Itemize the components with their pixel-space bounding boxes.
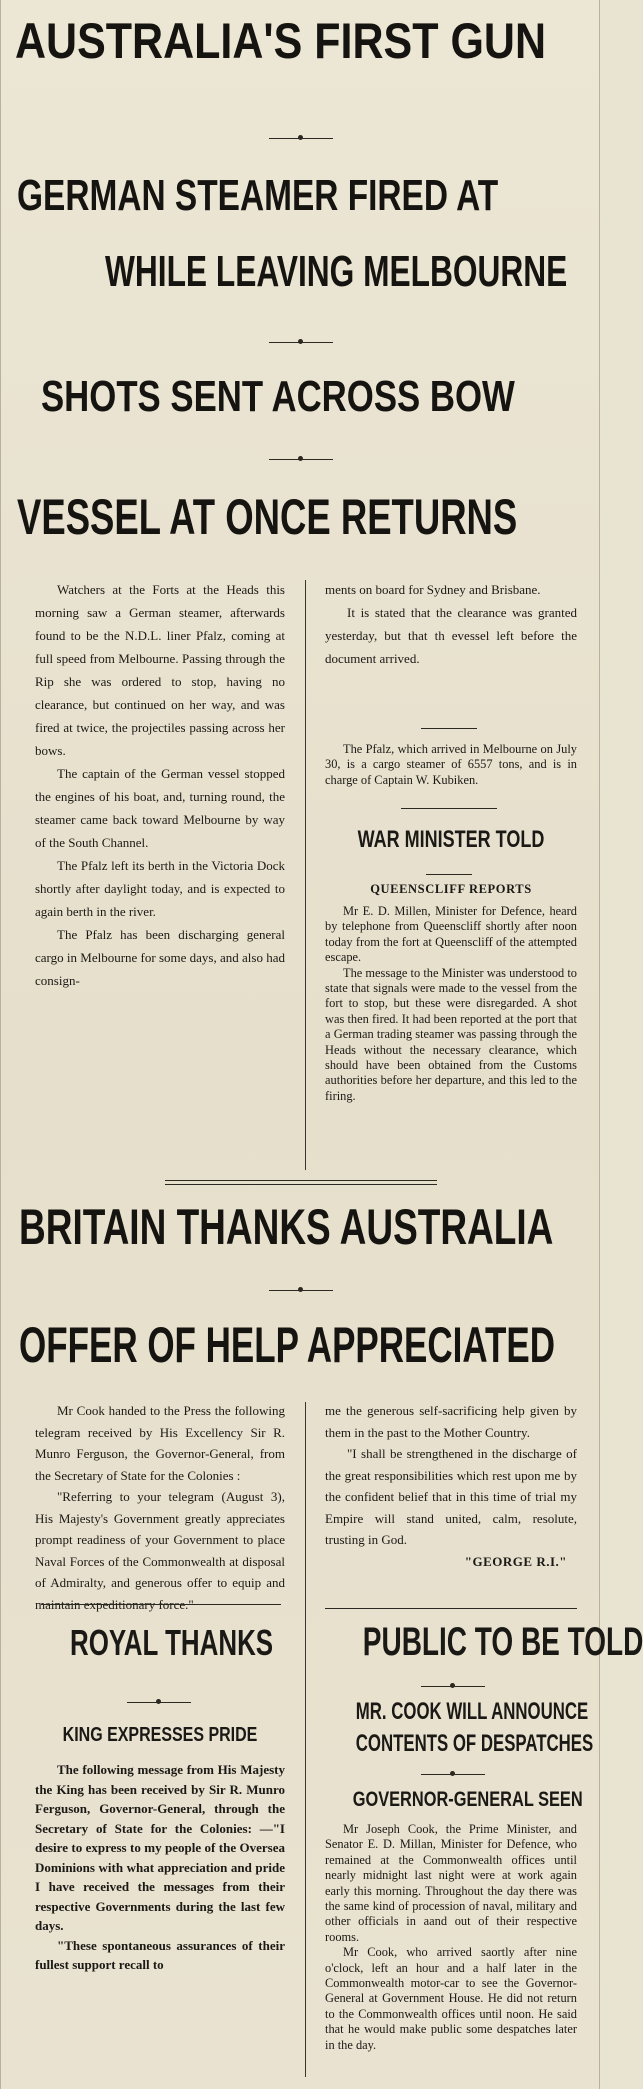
headline-public-to-be-told: PUBLIC TO BE TOLD xyxy=(362,1620,643,1664)
paragraph: The message to the Minister was understood to state that signals were made to the vessel from the fort to stop, but these were disregarded. A shot was then fired. It had been reported at the port that a German trading steamer was passing through the Heads without the necessary clearance, which should have been obtained from the Customs authorities before her departure, and this led to the firing. xyxy=(325,965,577,1103)
paragraph: Mr E. D. Millen, Minister for Defence, heard by telephone from Queenscliff shortly after noon today from the fort at Queenscliff of the attempted escape. xyxy=(325,904,577,965)
article2-left-column xyxy=(35,1400,285,1615)
paragraph: me the generous self-sacrificing help given by them in the past to the Mother Country. xyxy=(325,1403,577,1440)
paragraph: Mr Cook handed to the Press the following telegram received by His Excellency Sir R. Munro Ferguson, the Governor-General, from the Secretary of State for the Colonies : xyxy=(35,1403,285,1483)
war-minister-body xyxy=(325,904,577,1104)
ornamental-divider xyxy=(269,1290,333,1291)
deck-cook-announce-line2: CONTENTS OF DESPATCHES xyxy=(355,1730,594,1757)
ornamental-divider xyxy=(421,1686,485,1687)
queenscliff-subheading: QUEENSCLIFF REPORTS xyxy=(370,882,532,896)
paragraph: The following message from His Majesty the King has been received by Sir R. Munro Ferguson, Governor-General, through the Secretary of State for the Colonies: —"I desire to express to my people of the Oversea Dominions with what appreciation and pride I have received the messages from their respective Governments during the last few days. xyxy=(35,1762,285,1933)
article3-body xyxy=(325,1822,577,2053)
short-rule xyxy=(426,874,472,875)
paragraph: The Pfalz has been discharging general cargo in Melbourne for some days, and also had consign- xyxy=(35,927,285,988)
subhead-german-steamer: GERMAN STEAMER FIRED AT xyxy=(17,171,499,220)
paragraph: "These spontaneous assurances of their fullest support recall to xyxy=(35,1937,285,1972)
column-rule xyxy=(305,580,306,1170)
article1-right-top xyxy=(325,578,577,670)
deck-cook-announce-line1: MR. COOK WILL ANNOUNCE xyxy=(355,1698,589,1725)
deck-offer-of-help: OFFER OF HELP APPRECIATED xyxy=(19,1317,556,1373)
paragraph: "I shall be strengthened in the discharge of the great responsibilities which rest upon me by the confident belief that in this time of trial my Empire will stand united, calm, resolute, trusting in God. xyxy=(325,1446,577,1547)
ornamental-divider xyxy=(269,459,333,460)
king-pride-heading: KING EXPRESSES PRIDE xyxy=(62,1724,258,1746)
section-rule xyxy=(165,1180,437,1181)
royal-thanks-body xyxy=(35,1760,285,1975)
short-rule xyxy=(421,728,477,729)
signature: "GEORGE R.I." xyxy=(464,1553,567,1569)
deck-shots-across-bow: SHOTS SENT ACROSS BOW xyxy=(41,372,515,421)
ornamental-divider xyxy=(127,1702,191,1703)
paragraph: ments on board for Sydney and Brisbane. xyxy=(325,582,541,597)
paragraph: The Pfalz left its berth in the Victoria Dock shortly after daylight today, and is expected to again berth in the river. xyxy=(35,858,285,919)
paragraph: It is stated that the clearance was granted yesterday, but that th evessel left before the document arrived. xyxy=(325,605,577,666)
subhead-leaving-melbourne: WHILE LEAVING MELBOURNE xyxy=(105,247,568,296)
short-rule xyxy=(401,808,497,809)
paragraph: The Pfalz, which arrived in Melbourne on July 30, is a cargo steamer of 6557 tons, and is in charge of Captain W. Kubiken. xyxy=(325,742,577,787)
ornamental-divider xyxy=(269,138,333,139)
royal-thanks-heading: ROYAL THANKS xyxy=(70,1622,274,1663)
headline-britain-thanks: BRITAIN THANKS AUSTRALIA xyxy=(19,1199,554,1255)
article1-left-column xyxy=(35,578,285,992)
paragraph: Mr Cook, who arrived saortly after nine o'clock, left an hour and a half later in the Commonwealth motor-car to see the Governor-General at Government House. He did not return to the Commonwealth offices until noon. He said that he would make public some despatches later in the day. xyxy=(325,1945,577,2052)
paragraph: "Referring to your telegram (August 3), His Majesty's Government greatly appreciates prompt readiness of your Government to place Naval Forces of the Commonwealth at disposal of Admiralty, and generous offer to equip and maintain expeditionary force." xyxy=(35,1489,285,1612)
paragraph: Watchers at the Forts at the Heads this morning saw a German steamer, afterwards found to be the N.D.L. liner Pfalz, coming at full speed from Melbourne. Passing through the Rip she was ordered to stop, having no clearance, but continued on her way, and was fired at twice, the projectiles passing across her bows. xyxy=(35,582,285,758)
pfalz-note xyxy=(325,742,577,788)
section-rule xyxy=(165,1184,437,1185)
war-minister-heading: WAR MINISTER TOLD xyxy=(357,826,545,853)
ornamental-divider xyxy=(421,1774,485,1775)
paragraph: The captain of the German vessel stopped the engines of his boat, and, turning round, the steamer came back toward Melbourne by way of the South Channel. xyxy=(35,766,285,850)
paragraph: Mr Joseph Cook, the Prime Minister, and Senator E. D. Millan, Minister for Defence, who remained at the Commonwealth offices until nearly midnight last night were at work again early this morning. Throughout the day there was the same kind of procession of naval, military and other officials in aand out of their respective rooms. xyxy=(325,1822,577,1944)
governor-general-seen-heading: GOVERNOR-GENERAL SEEN xyxy=(352,1788,583,1811)
column-rule xyxy=(305,1402,306,2077)
short-rule xyxy=(41,1604,281,1605)
deck-vessel-returns: VESSEL AT ONCE RETURNS xyxy=(17,489,518,545)
headline-australias-first-gun: AUSTRALIA'S FIRST GUN xyxy=(15,13,546,69)
article2-right-column xyxy=(325,1400,577,1572)
short-rule xyxy=(325,1608,577,1609)
ornamental-divider xyxy=(269,342,333,343)
